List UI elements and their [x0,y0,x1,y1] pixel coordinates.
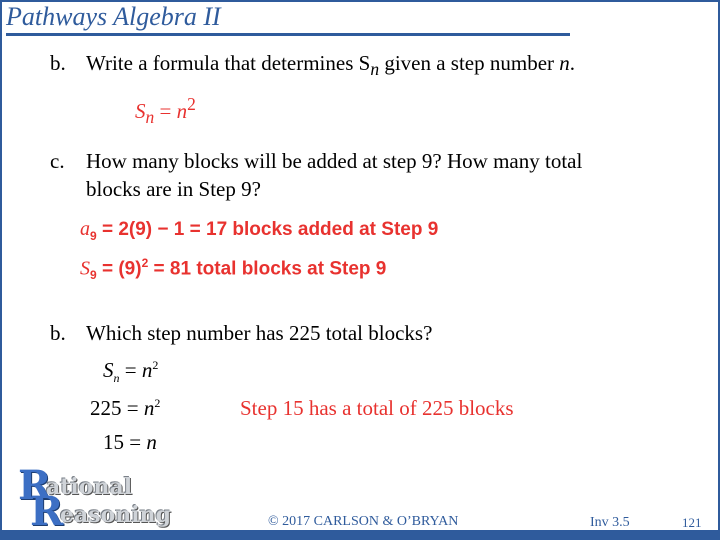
question-text: Which step number has 225 total blocks? [86,321,433,345]
var-s: S [80,257,90,280]
eq-sup: 2 [154,396,161,410]
answer-c-line1 [80,218,438,243]
logo-r-lower: R [30,488,64,535]
eq-lhs: 225 [90,396,122,420]
ans-rhs: n [176,99,188,123]
eq-lhs: 15 [103,430,124,454]
question-b2 [50,320,432,346]
frame-bottom [0,530,720,540]
title-rule [6,33,570,36]
page-number: 121 [682,515,702,530]
page-title: Pathways Algebra II [6,2,221,31]
eq-sub: n [113,371,120,386]
question-text: Write a formula that determines S [86,51,371,75]
answer-c-text2: = 81 total blocks at Step 9 [148,258,387,280]
investigation-label: Inv 3.5 [590,515,630,530]
equation-3 [103,430,157,455]
question-text: How many blocks will be added at step 9? How many total [86,149,583,173]
ans-sub: n [145,107,155,128]
answer-c-text1: = 2(9) − 1 = 17 blocks added at Step 9 [96,219,439,240]
logo-text-1: ational [46,474,133,500]
question-text-2: given a step number [379,51,560,75]
answer-note: Step 15 has a total of 225 blocks [240,396,514,420]
question-c [50,148,582,174]
eq-sign: = [119,358,142,382]
subscript: n [370,59,380,80]
question-c-line2: blocks are in Step 9? [86,177,261,201]
eq-rhs: n [146,430,157,454]
eq-rhs: n [143,396,155,420]
answer-b [135,94,196,128]
equation-1 [103,358,158,386]
sup-2: 2 [141,256,149,270]
question-label: c. [50,149,65,173]
eq-sup: 2 [152,358,159,372]
question-label: b. [50,51,66,75]
eq-sign: = [121,396,144,420]
sub-9: 9 [90,228,97,243]
ans-sup: 2 [187,94,196,114]
equation-2 [90,396,160,421]
answer-c-pre: = (9) [96,258,142,280]
eq-lhs: S [103,358,114,382]
copyright: © 2017 CARLSON & O’BRYAN [268,514,459,529]
punct: . [569,51,576,75]
eq-sign: = [124,430,147,454]
eq-rhs: n [141,358,153,382]
frame-left [0,0,2,540]
question-label: b. [50,321,66,345]
rational-reasoning-logo [8,462,178,535]
ans-lhs: S [135,99,146,123]
logo-r-upper: R [18,462,52,509]
sub-9: 9 [90,268,97,283]
ans-eq: = [154,99,177,123]
question-b [50,50,575,82]
answer-c-line2 [80,256,386,282]
variable: n [559,51,570,75]
logo-text-2: easoning [60,502,172,528]
var-a: a [80,218,90,240]
